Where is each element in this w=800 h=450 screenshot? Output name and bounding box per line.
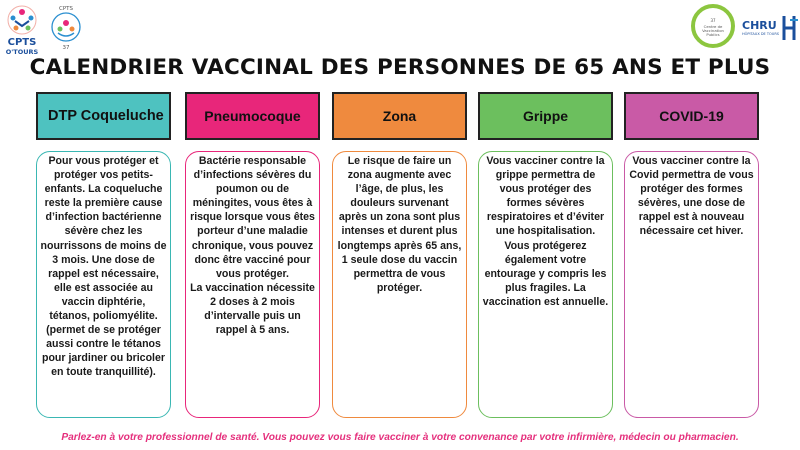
column-covid — [624, 92, 759, 418]
footer-note: Parlez-en à votre professionnel de santé. Vous pouvez vous faire vacciner à votre convenance par votre infirmière, médecin ou pharmacien. — [61, 432, 739, 443]
svg-text:Vaccination: Vaccination — [702, 28, 724, 33]
column-header: Pneumocoque — [185, 92, 320, 140]
column-paragraph: Bactérie responsable d’infections sévères du poumon ou de méningites, vous êtes à risque lorsque vous êtes porteur d’une maladie chronique, vous pouvez donc être vacciné pour vous protéger. — [190, 155, 315, 280]
centre-vaccination-logo — [690, 3, 736, 49]
column-body — [478, 151, 613, 418]
svg-text:O'TOURS: O'TOURS — [5, 48, 39, 56]
column-body — [332, 151, 467, 418]
svg-text:Publics: Publics — [706, 32, 720, 37]
column-paragraph: Vous protégerez également votre entourage y compris les plus fragiles. La vaccination est annuelle. — [482, 239, 609, 308]
svg-text:HÔPITAUX DE TOURS: HÔPITAUX DE TOURS — [742, 32, 779, 36]
column-paragraph: La vaccination nécessite 2 doses à 2 mois d’intervalle puis un rappel à 5 ans. — [190, 281, 315, 337]
svg-text:CHRU: CHRU — [742, 19, 777, 32]
column-paragraph: Pour vous protéger et protéger vos petits-enfants. La coqueluche reste la première cause d’infection bactérienne sévère chez les nourrissons de moins de 3 mois. Une dose de rappel est nécessaire, elle est associée au vaccin diphtérie, tétanos, poliomyélite. (permet de se protéger aussi contre le tétanos pour jardiner ou bricoler en toute tranquillité). — [40, 155, 167, 379]
svg-text:CPTS: CPTS — [7, 37, 37, 48]
svg-text:37: 37 — [710, 18, 716, 23]
column-grippe — [478, 92, 613, 418]
svg-text:Centre de: Centre de — [703, 24, 723, 29]
column-zona — [332, 92, 467, 418]
column-header: Zona — [332, 92, 467, 140]
svg-text:37: 37 — [62, 45, 70, 51]
cpts-37-logo — [46, 3, 86, 51]
column-header: Grippe — [478, 92, 613, 140]
chru-tours-logo — [742, 10, 800, 44]
column-paragraph: Le risque de faire un zona augmente avec l’âge, de plus, les douleurs survenant après un zona sont plus intenses et durent plus longtemps après 65 ans, 1 seule dose du vaccin permettra de vous protéger. — [337, 155, 462, 294]
column-paragraph: Vous vacciner contre la grippe permettra de vous protéger des formes sévères respiratoires et d’éviter une hospitalisation. — [486, 155, 605, 238]
cpts-otours-logo — [3, 4, 41, 56]
column-paragraph: Vous vacciner contre la Covid permettra de vous protéger des formes sévères, une dose de rappel est à nouveau nécessaire cet hiver. — [629, 155, 754, 238]
column-body — [185, 151, 320, 418]
column-body — [624, 151, 759, 418]
column-pneumocoque — [185, 92, 320, 418]
svg-text:CPTS: CPTS — [58, 6, 74, 12]
column-header: COVID-19 — [624, 92, 759, 140]
column-header: DTP Coqueluche — [36, 92, 171, 140]
column-body — [36, 151, 171, 418]
page-title: CALENDRIER VACCINAL DES PERSONNES DE 65 ANS ET PLUS — [29, 55, 771, 80]
column-dtp — [36, 92, 171, 418]
